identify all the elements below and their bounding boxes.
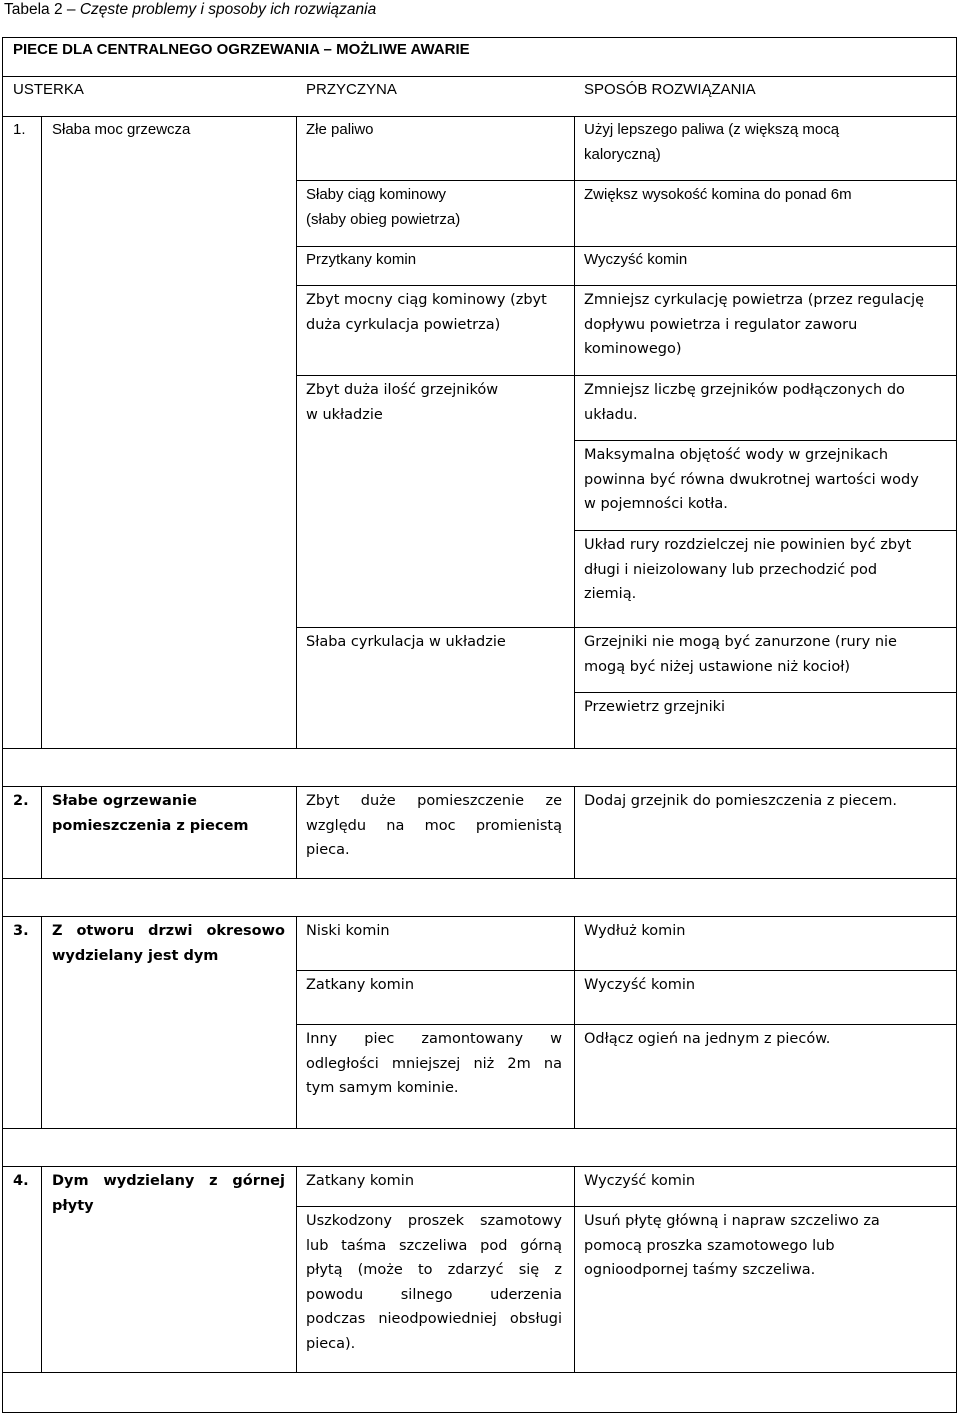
- solution-label: [584, 630, 897, 679]
- caption-prefix: Tabela 2 –: [4, 1, 80, 18]
- text-line: Zmniejsz liczbę grzejników podłączonych do: [584, 382, 905, 398]
- solution-label: Zwiększ wysokość komina do ponad 6m: [584, 186, 852, 203]
- text-line: kominowego): [584, 341, 682, 357]
- header-usterka: USTERKA: [13, 81, 84, 98]
- text-line: płytą (może to zdarzyć się z: [306, 1262, 562, 1278]
- text-line: Układ rury rozdzielczej nie powinien być zbyt: [584, 537, 912, 553]
- column-rule: [296, 786, 297, 879]
- text-line: pomieszczenia z piecem: [52, 817, 249, 834]
- text-line: w układzie: [306, 406, 383, 423]
- text-line: pomocą proszka szamotowego lub: [584, 1237, 835, 1254]
- text-line: Zmniejsz cyrkulację powietrza (przez regulację: [584, 292, 925, 308]
- row-rule: [2, 916, 957, 917]
- table-title: PIECE DLA CENTRALNEGO OGRZEWANIA – MOŻLIWE AWARIE: [13, 41, 470, 58]
- solution-label: [584, 533, 911, 607]
- text-line: duża cyrkulacja powietrza): [306, 316, 501, 333]
- problem-label: [52, 789, 249, 838]
- row-number: 4.: [13, 1173, 29, 1189]
- row-rule: [574, 530, 957, 531]
- problem-label: [52, 919, 285, 968]
- solution-label: Przewietrz grzejniki: [584, 699, 726, 715]
- row-rule: [296, 246, 957, 247]
- text-line: ziemią.: [584, 586, 637, 602]
- text-line: płyty: [52, 1197, 94, 1214]
- cause-label: Zatkany komin: [306, 1173, 415, 1189]
- column-rule: [41, 916, 42, 1129]
- solution-label: Wyczyść komin: [584, 1173, 696, 1189]
- text-line: w pojemności kotła.: [584, 496, 728, 512]
- column-rule: [296, 916, 297, 1129]
- row-rule: [296, 285, 957, 286]
- row-number: 1.: [13, 121, 26, 138]
- text-line: Grzejniki nie mogą być zanurzone (rury nie: [584, 634, 897, 650]
- column-rule: [296, 1166, 297, 1373]
- row-rule: [2, 1412, 957, 1413]
- text-line: powodu silnego uderzenia: [306, 1286, 562, 1303]
- cause-label: [306, 789, 562, 863]
- column-rule: [574, 1166, 575, 1373]
- row-number: 2.: [13, 793, 29, 809]
- text-line: pieca).: [306, 1335, 356, 1352]
- text-line: podczas nieodpowiedniej obsługi: [306, 1311, 562, 1327]
- caption-title: Częste problemy i sposoby ich rozwiązania: [79, 1, 377, 18]
- row-rule: [2, 1372, 957, 1373]
- text-line: (słaby obieg powietrza): [306, 210, 461, 228]
- solution-label: Wyczyść komin: [584, 251, 688, 268]
- text-line: odległości mniejszej niż 2m na: [306, 1055, 562, 1072]
- text-line: Użyj lepszego paliwa (z większą mocą: [584, 121, 840, 138]
- row-rule: [2, 748, 957, 749]
- row-rule: [574, 692, 957, 693]
- column-rule: [574, 916, 575, 1129]
- cause-label: Zatkany komin: [306, 977, 415, 993]
- text-line: układu.: [584, 406, 638, 423]
- row-rule: [2, 786, 957, 787]
- text-line: Usuń płytę główną i napraw szczeliwo za: [584, 1213, 880, 1229]
- column-rule: [956, 37, 957, 1413]
- column-rule: [41, 116, 42, 749]
- column-rule: [574, 786, 575, 879]
- text-line: długi i nieizolowany lub przechodzić pod: [584, 561, 878, 578]
- text-line: Dym wydzielany z górnej: [52, 1173, 285, 1189]
- text-line: kaloryczną): [584, 145, 661, 163]
- header-sposob: SPOSÓB ROZWIĄZANIA: [584, 81, 756, 98]
- solution-label: Wyczyść komin: [584, 977, 696, 993]
- row-number: 3.: [13, 923, 29, 939]
- text-line: Maksymalna objętość wody w grzejnikach: [584, 447, 889, 463]
- text-line: pieca.: [306, 842, 350, 858]
- cause-label: Złe paliwo: [306, 121, 374, 138]
- text-line: powinna być równa dwukrotnej wartości wody: [584, 471, 919, 488]
- cause-label: [306, 378, 498, 427]
- column-rule: [574, 116, 575, 749]
- cause-label: Niski komin: [306, 923, 390, 939]
- text-line: Zbyt mocny ciąg kominowy (zbyt: [306, 292, 547, 308]
- row-rule: [296, 375, 957, 376]
- text-line: Zbyt duże pomieszczenie ze: [306, 793, 562, 809]
- text-line: dopływu powietrza i regulator zaworu: [584, 316, 858, 333]
- solution-label: [584, 118, 839, 167]
- header-przyczyna: PRZYCZYNA: [306, 81, 397, 98]
- row-rule: [296, 180, 957, 181]
- text-line: Z otworu drzwi okresowo: [52, 923, 285, 939]
- row-rule: [296, 627, 957, 628]
- row-rule: [2, 1166, 957, 1167]
- text-line: lub taśma szczeliwa pod górną: [306, 1237, 562, 1254]
- text-line: mogą być niżej ustawione niż kocioł): [584, 658, 851, 675]
- text-line: Słabe ogrzewanie: [52, 793, 197, 809]
- row-rule: [2, 1128, 957, 1129]
- cause-label: Przytkany komin: [306, 251, 417, 268]
- text-line: Zbyt duża ilość grzejników: [306, 382, 499, 398]
- solution-label: [584, 1209, 880, 1283]
- text-line: względu na moc promienistą: [306, 817, 562, 834]
- text-line: Słaby ciąg kominowy: [306, 186, 447, 203]
- text-line: Inny piec zamontowany w: [306, 1031, 562, 1047]
- row-rule: [2, 878, 957, 879]
- solution-label: [584, 443, 919, 517]
- row-rule: [2, 116, 957, 117]
- text-line: ognioodpornej taśmy szczeliwa.: [584, 1262, 816, 1278]
- column-rule: [2, 37, 3, 1413]
- text-line: tym samym kominie.: [306, 1080, 459, 1096]
- cause-label: [306, 183, 460, 232]
- cause-label: [306, 1209, 562, 1356]
- cause-label: [306, 288, 547, 337]
- solution-label: Wydłuż komin: [584, 923, 686, 939]
- problem-label: Słaba moc grzewcza: [52, 121, 191, 138]
- problem-label: [52, 1169, 285, 1218]
- column-rule: [41, 1166, 42, 1373]
- solution-label: [584, 378, 905, 427]
- solution-label: Odłącz ogień na jednym z pieców.: [584, 1031, 831, 1047]
- row-rule: [296, 1024, 957, 1025]
- text-line: Uszkodzony proszek szamotowy: [306, 1213, 562, 1229]
- row-rule: [296, 1206, 957, 1207]
- text-line: wydzielany jest dym: [52, 947, 219, 964]
- row-rule: [2, 76, 957, 77]
- column-rule: [296, 116, 297, 749]
- solution-label: Dodaj grzejnik do pomieszczenia z piecem.: [584, 793, 897, 809]
- row-rule: [296, 970, 957, 971]
- cause-label: Słaba cyrkulacja w układzie: [306, 634, 506, 650]
- cause-label: [306, 1027, 562, 1101]
- solution-label: [584, 288, 924, 362]
- column-rule: [41, 786, 42, 879]
- row-rule: [574, 440, 957, 441]
